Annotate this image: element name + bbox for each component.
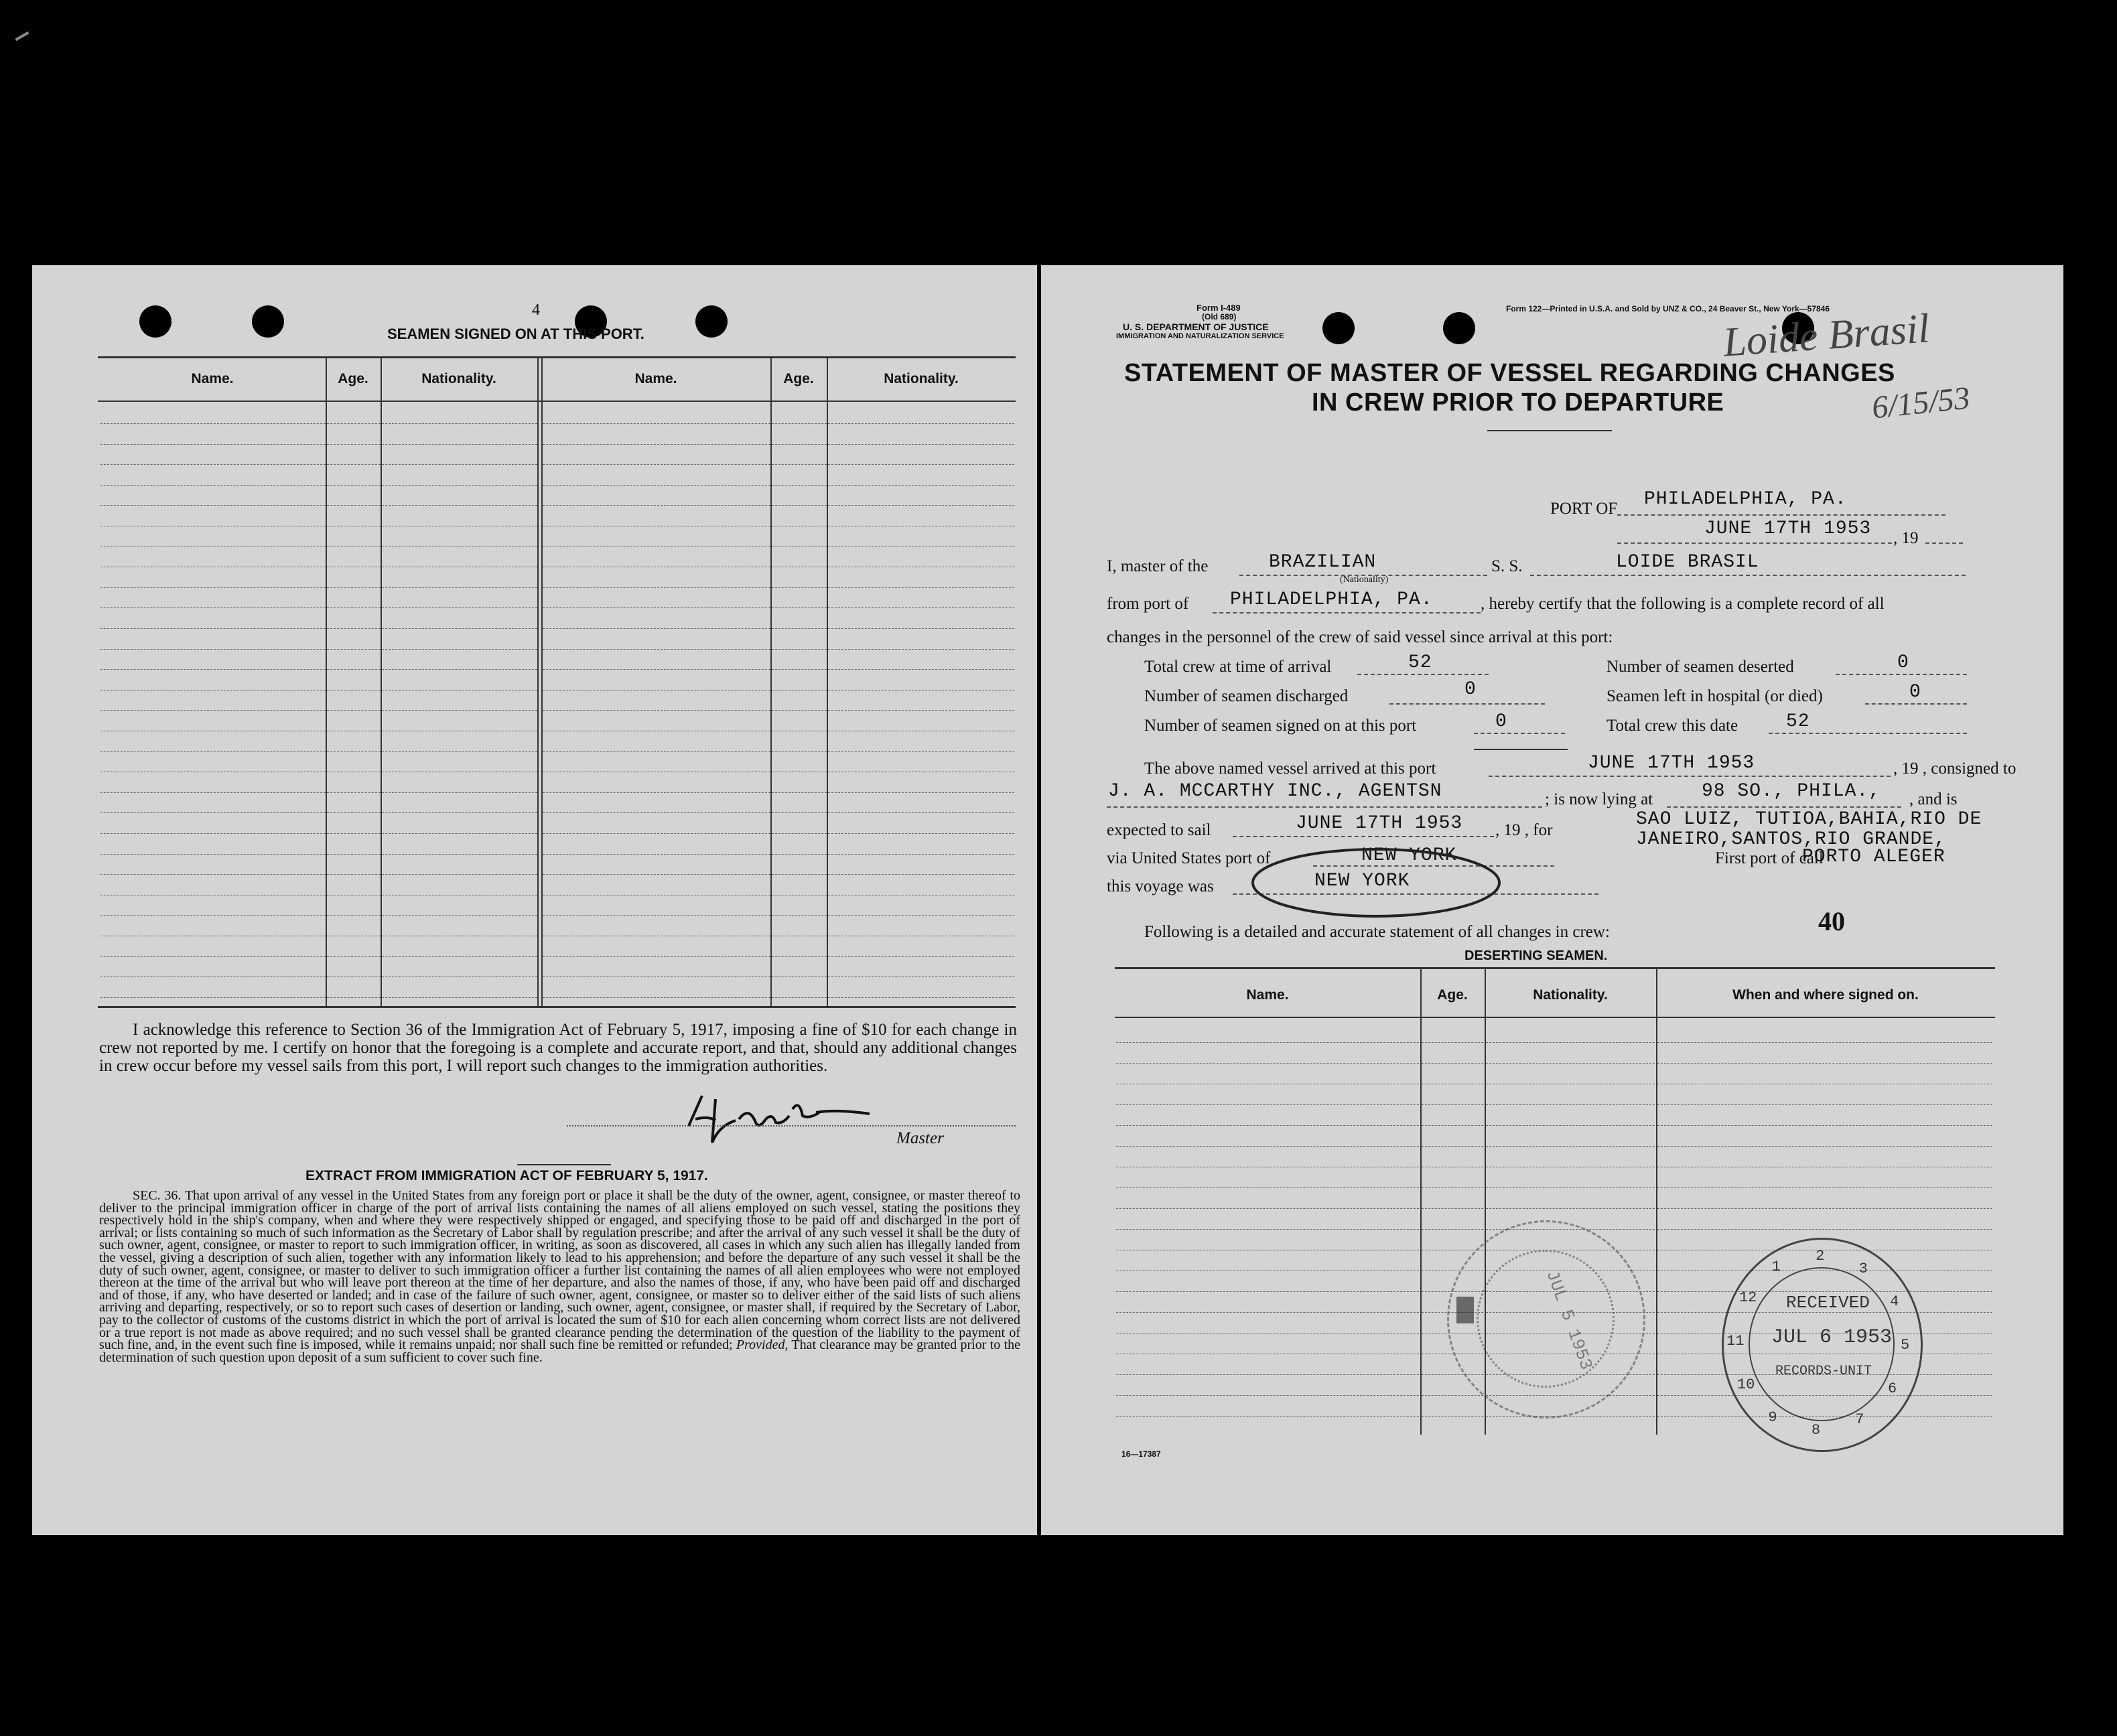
signature-line: [567, 1125, 1016, 1127]
row-rule: [1422, 1146, 1483, 1147]
row-rule: [543, 915, 770, 916]
signed-on-value: 0: [1495, 711, 1507, 732]
row-rule: [100, 976, 326, 977]
column-header: Nationality.: [1533, 987, 1608, 1003]
row-rule: [828, 874, 1014, 875]
row-rule: [772, 690, 827, 691]
column-header: Age.: [338, 371, 368, 386]
row-rule: [100, 690, 326, 691]
row-rule: [1422, 1208, 1483, 1209]
discharged-value: 0: [1464, 679, 1477, 700]
acknowledgement-text: I acknowledge this reference to Section 36 of the Immigration Act of February 5, 1917, imposing a fine of $10 for each change in crew not reported by me. I certify on honor that the foregoing is a complete and accurate report, and that, should any additional changes in crew occur before my vessel sails from this port, I will report such changes to the immigration authorities.: [99, 1021, 1017, 1075]
stamp-ring-digit: 7: [1855, 1411, 1864, 1429]
row-rule: [1657, 1125, 1992, 1126]
divider: [517, 1164, 611, 1165]
from-port-label: from port of: [1107, 595, 1189, 613]
row-rule: [1116, 1395, 1419, 1396]
row-rule: [100, 710, 326, 711]
row-rule: [100, 423, 326, 424]
stamp-ring-digit: 3: [1858, 1260, 1868, 1277]
vessel-line: [1530, 575, 1966, 576]
row-rule: [1657, 1146, 1992, 1147]
row-rule: [1486, 1104, 1655, 1105]
consigned-label: , 19 , consigned to: [1893, 760, 2017, 778]
punch-hole: [1443, 312, 1475, 344]
row-rule: [1657, 1042, 1992, 1043]
row-rule: [327, 997, 381, 998]
row-rule: [327, 915, 381, 916]
row-rule: [772, 587, 827, 588]
row-rule: [382, 751, 537, 752]
form-old: (Old 689): [1202, 312, 1237, 321]
expected-value: JUNE 17TH 1953: [1296, 813, 1463, 834]
row-rule: [1486, 1187, 1655, 1188]
row-rule: [327, 444, 381, 445]
row-rule: [1116, 1187, 1419, 1188]
stamp-ring-digit: 9: [1768, 1409, 1777, 1427]
row-rule: [1486, 1063, 1655, 1064]
row-rule: [327, 423, 381, 424]
row-rule: [327, 833, 381, 834]
lying-value: 98 SO., PHILA.,: [1702, 781, 1881, 802]
row-rule: [828, 833, 1014, 834]
row-rule: [100, 751, 326, 752]
row-rule: [828, 976, 1014, 977]
scan-speck: [15, 31, 29, 41]
row-rule: [1116, 1146, 1419, 1147]
row-rule: [828, 812, 1014, 813]
footer-code: 16—17387: [1121, 1449, 1161, 1459]
column-header: When and where signed on.: [1732, 987, 1919, 1003]
row-rule: [327, 751, 381, 752]
row-rule: [828, 997, 1014, 998]
row-rule: [828, 464, 1014, 465]
row-rule: [1422, 1125, 1483, 1126]
row-rule: [828, 690, 1014, 691]
section-title: SEAMEN SIGNED ON AT THIS PORT.: [387, 326, 644, 342]
row-rule: [1657, 1187, 1992, 1188]
right-page: [1041, 265, 2063, 1535]
stamp-ring-digit: 6: [1888, 1380, 1897, 1397]
row-rule: [382, 976, 537, 977]
handdrawn-oval: [1249, 847, 1503, 922]
row-rule: [543, 669, 770, 670]
row-rule: [543, 444, 770, 445]
signed-on-line: [1474, 733, 1565, 734]
row-rule: [100, 669, 326, 670]
expected-label: expected to sail: [1107, 821, 1211, 839]
row-rule: [1116, 1063, 1419, 1064]
row-rule: [100, 587, 326, 588]
total-crew-arrival-label: Total crew at time of arrival: [1144, 658, 1332, 676]
row-rule: [772, 464, 827, 465]
deserting-title: DESERTING SEAMEN.: [1464, 948, 1608, 963]
row-rule: [100, 812, 326, 813]
row-rule: [828, 505, 1014, 506]
row-rule: [1116, 1291, 1419, 1292]
port-of-line: [1617, 514, 1945, 516]
row-rule: [382, 464, 537, 465]
row-rule: [327, 976, 381, 977]
column-header: Age.: [1437, 987, 1468, 1003]
row-rule: [1116, 1042, 1419, 1043]
row-rule: [543, 587, 770, 588]
row-rule: [100, 833, 326, 834]
ss-label: S. S.: [1491, 557, 1523, 575]
row-rule: [382, 792, 537, 793]
row-rule: [772, 628, 827, 629]
stats-rule: [1474, 749, 1568, 750]
row-rule: [100, 997, 326, 998]
row-rule: [327, 485, 381, 486]
destinations-line1: SAO LUIZ, TUTIOA,BAHIA,RIO DE: [1636, 809, 1982, 830]
nationality-label: (Nationality): [1340, 575, 1389, 585]
row-rule: [1422, 1063, 1483, 1064]
stamp-ring-digit: 4: [1890, 1293, 1899, 1310]
stamp-ring-digit: 11: [1726, 1332, 1745, 1350]
row-rule: [772, 956, 827, 957]
row-rule: [828, 444, 1014, 445]
department: U. S. DEPARTMENT OF JUSTICE: [1123, 321, 1269, 332]
row-rule: [382, 587, 537, 588]
deserted-label: Number of seamen deserted: [1607, 658, 1794, 676]
hospital-line: [1865, 703, 1967, 705]
handwritten-date: 6/15/53: [1870, 380, 1972, 426]
column-header: Nationality.: [421, 371, 496, 386]
from-port-line: [1213, 612, 1481, 613]
row-rule: [543, 649, 770, 650]
row-rule: [772, 874, 827, 875]
row-rule: [772, 649, 827, 650]
column-header: Name.: [1246, 987, 1289, 1003]
port-of-label: PORT OF: [1550, 500, 1618, 518]
extract-tail: That clearance may be granted prior to the determination of such question upon deposit of a sum sufficient to cover such fine.: [99, 1337, 1020, 1365]
row-rule: [382, 607, 537, 608]
row-rule: [100, 956, 326, 957]
row-rule: [543, 485, 770, 486]
stamp-received: RECEIVED: [1786, 1293, 1870, 1313]
row-rule: [828, 751, 1014, 752]
row-rule: [382, 854, 537, 855]
row-rule: [327, 587, 381, 588]
row-rule: [772, 997, 827, 998]
row-rule: [100, 649, 326, 650]
row-rule: [772, 915, 827, 916]
certify-text: , hereby certify that the following is a complete record of all: [1481, 595, 1885, 613]
stamp-ring-digit: 10: [1736, 1376, 1755, 1394]
row-rule: [543, 505, 770, 506]
row-rule: [1657, 1104, 1992, 1105]
voyage-label: this voyage was: [1107, 877, 1214, 895]
column-header: Nationality.: [884, 371, 959, 386]
title-rule: [1487, 430, 1612, 431]
row-rule: [100, 874, 326, 875]
row-rule: [327, 710, 381, 711]
row-rule: [772, 710, 827, 711]
handwritten-number: 40: [1818, 906, 1845, 936]
deserted-line: [1836, 674, 1967, 675]
row-rule: [327, 628, 381, 629]
row-rule: [327, 505, 381, 506]
row-rule: [543, 956, 770, 957]
stamp-ring-digit: 2: [1816, 1248, 1825, 1265]
master-label: Master: [896, 1129, 944, 1147]
printer-note: Form 122—Printed in U.S.A. and Sold by UNZ & CO., 24 Beaver St., New York—57846: [1506, 304, 1830, 313]
row-rule: [828, 423, 1014, 424]
row-rule: [1116, 1104, 1419, 1105]
row-rule: [382, 997, 537, 998]
form-title-line2: IN CREW PRIOR TO DEPARTURE: [1312, 388, 1724, 417]
handwritten-vessel: Loide Brasil: [1721, 305, 1931, 366]
row-rule: [1422, 1104, 1483, 1105]
row-rule: [327, 792, 381, 793]
row-rule: [382, 690, 537, 691]
row-rule: [543, 710, 770, 711]
row-rule: [543, 997, 770, 998]
date-line: [1617, 542, 1892, 544]
row-rule: [382, 628, 537, 629]
total-crew-date-value: 52: [1786, 711, 1810, 732]
row-rule: [1422, 1187, 1483, 1188]
row-rule: [100, 607, 326, 608]
row-rule: [772, 792, 827, 793]
row-rule: [100, 628, 326, 629]
column-header: Name.: [191, 371, 234, 386]
row-rule: [543, 792, 770, 793]
destinations-line2: JANEIRO,SANTOS,RIO GRANDE,: [1636, 829, 1946, 850]
total-crew-date-line: [1769, 733, 1967, 734]
master-signature: [675, 1079, 876, 1153]
row-rule: [382, 649, 537, 650]
row-rule: [327, 669, 381, 670]
row-rule: [1116, 1229, 1419, 1230]
lying-label: ; is now lying at: [1545, 790, 1653, 808]
row-rule: [828, 649, 1014, 650]
page-number: 4: [532, 301, 540, 319]
row-rule: [382, 485, 537, 486]
form-id: Form I-489: [1197, 303, 1241, 313]
row-rule: [772, 423, 827, 424]
lying-line: [1667, 806, 1901, 808]
signed-on-label: Number of seamen signed on at this port: [1144, 717, 1417, 735]
faint-stamp: [1443, 1216, 1651, 1431]
nationality-value: BRAZILIAN: [1269, 552, 1377, 573]
year-line: [1925, 542, 1963, 544]
extract-body: That upon arrival of any vessel in the United States from any foreign port or place it shall be the duty of the owner, agent, consignee, or master thereof to deliver to the principal immigration officer in charge of the port of arrival lists containing the names of all aliens employed on such vessel, stating the positions they respectively hold in the ship's company, when and where they were respectively shipped or engaged, and specifying those to be paid off and discharged in the port of arrival; or lists containing so much of such information as the Secretary of Labor shall by regulation prescribe; and after the arrival of any such vessel it shall be the duty of such owner, agent, consignee, or master to report to such immigration officer, in writing, as soon as discovered, all cases in which any such alien has illegally landed from the vessel, giving a description of such alien, together with any information likely to lead to his apprehension; and before the departure of any such vessel it shall be the duty of such owner, agent, consignee, or master to deliver to such immigration officer a further list containing the names of all alien employees who were not employed thereon at the time of the arrival but who will leave port thereon at the time of her departure, and also the names of those, if any, who have been paid off and discharged and of those, if any, who have deserted or landed; and in case of the failure of such owner, agent, consignee, or master so to deliver either of the said lists of such aliens arriving and departing, respectively, or so to report such cases of desertion or landing, such owner, agent, consignee, or master shall, if required by the Secretary of Labor, pay to the collector of customs of the customs district in which the port of arrival is located the sum of $10 for each alien concerning whom correct lists are not delivered or a true report is not made as above required; and no such vessel shall be granted clearance pending the determination of the question of the liability to the payment of such fine, and, in the event such fine is imposed, while it remains unpaid; nor shall such fine be remitted or refunded;: [99, 1188, 1020, 1353]
row-rule: [100, 915, 326, 916]
row-rule: [828, 628, 1014, 629]
row-rule: [772, 485, 827, 486]
row-rule: [327, 812, 381, 813]
row-rule: [828, 485, 1014, 486]
row-rule: [382, 874, 537, 875]
hospital-value: 0: [1909, 682, 1921, 703]
row-rule: [543, 833, 770, 834]
row-rule: [100, 854, 326, 855]
row-rule: [1116, 1125, 1419, 1126]
consignee-value: J. A. MCCARTHY INC., AGENTSN: [1108, 781, 1442, 802]
stamp-unit: RECORDS-UNIT: [1775, 1364, 1872, 1379]
row-rule: [772, 444, 827, 445]
row-rule: [1657, 1208, 1992, 1209]
date-value: JUNE 17TH 1953: [1704, 518, 1872, 539]
for-label: , 19 , for: [1495, 821, 1553, 839]
punch-hole: [252, 305, 284, 338]
total-crew-arrival-value: 52: [1408, 652, 1432, 673]
row-rule: [382, 669, 537, 670]
total-crew-arrival-line: [1357, 674, 1489, 675]
row-rule: [327, 607, 381, 608]
row-rule: [382, 710, 537, 711]
row-rule: [100, 505, 326, 506]
extract-lead: SEC. 36.: [133, 1188, 182, 1203]
received-stamp: [1719, 1238, 1927, 1452]
row-rule: [1486, 1125, 1655, 1126]
first-port-label: First port of call: [1715, 849, 1824, 867]
arrived-line: [1489, 776, 1891, 777]
row-rule: [327, 464, 381, 465]
discharged-label: Number of seamen discharged: [1144, 687, 1349, 705]
row-rule: [772, 669, 827, 670]
column-header: Age.: [783, 371, 814, 386]
row-rule: [100, 444, 326, 445]
changes-text: changes in the personnel of the crew of said vessel since arrival at this port:: [1107, 628, 1613, 646]
row-rule: [382, 833, 537, 834]
row-rule: [828, 710, 1014, 711]
row-rule: [543, 751, 770, 752]
row-rule: [100, 485, 326, 486]
form-title-line1: STATEMENT OF MASTER OF VESSEL REGARDING CHANGES: [1124, 359, 1895, 387]
row-rule: [828, 915, 1014, 916]
row-rule: [1657, 1229, 1992, 1230]
stamp-ring-digit: 8: [1811, 1421, 1821, 1439]
column-header: Name.: [634, 371, 677, 386]
row-rule: [1116, 1208, 1419, 1209]
row-rule: [828, 669, 1014, 670]
stamp-ring-digit: 12: [1738, 1289, 1757, 1307]
row-rule: [327, 874, 381, 875]
stamp-date: JUL 6 1953: [1771, 1326, 1893, 1349]
row-rule: [1486, 1042, 1655, 1043]
extract-text: [99, 1189, 1020, 1364]
row-rule: [543, 607, 770, 608]
row-rule: [543, 423, 770, 424]
row-rule: [772, 854, 827, 855]
and-is-label: , and is: [1909, 790, 1958, 808]
punch-hole: [695, 305, 728, 338]
row-rule: [382, 444, 537, 445]
row-rule: [543, 874, 770, 875]
punch-hole: [139, 305, 172, 338]
year-suffix: , 19: [1893, 529, 1919, 547]
service: IMMIGRATION AND NATURALIZATION SERVICE: [1116, 332, 1284, 340]
row-rule: [1116, 1416, 1419, 1417]
discharged-line: [1389, 703, 1545, 705]
row-rule: [828, 854, 1014, 855]
stamp-ring-digit: 1: [1771, 1258, 1781, 1275]
via-label: via United States port of: [1107, 849, 1271, 867]
extract-title: EXTRACT FROM IMMIGRATION ACT OF FEBRUARY 5, 1917.: [305, 1168, 708, 1183]
deserted-value: 0: [1897, 652, 1909, 673]
stamp-ring-digit: 5: [1900, 1337, 1910, 1354]
arrived-label: The above named vessel arrived at this port: [1144, 760, 1436, 778]
row-rule: [543, 464, 770, 465]
row-rule: [327, 690, 381, 691]
arrived-value: JUNE 17TH 1953: [1588, 753, 1755, 774]
first-port-value: PORTO ALEGER: [1802, 847, 1945, 867]
port-of-value: PHILADELPHIA, PA.: [1644, 489, 1847, 510]
row-rule: [772, 812, 827, 813]
expected-line: [1233, 836, 1494, 837]
row-rule: [772, 505, 827, 506]
vessel-name: LOIDE BRASIL: [1616, 552, 1759, 573]
punch-hole: [1322, 312, 1355, 344]
row-rule: [382, 423, 537, 424]
row-rule: [1486, 1208, 1655, 1209]
row-rule: [382, 505, 537, 506]
row-rule: [543, 690, 770, 691]
from-port-value: PHILADELPHIA, PA.: [1230, 589, 1433, 610]
row-rule: [772, 751, 827, 752]
via-value: NEW YORK: [1361, 845, 1457, 866]
row-rule: [327, 854, 381, 855]
row-rule: [1486, 1146, 1655, 1147]
row-rule: [828, 607, 1014, 608]
row-rule: [100, 464, 326, 465]
row-rule: [828, 792, 1014, 793]
row-rule: [828, 587, 1014, 588]
row-rule: [1422, 1042, 1483, 1043]
row-rule: [1657, 1063, 1992, 1064]
master-of-label: I, master of the: [1107, 557, 1209, 575]
row-rule: [828, 956, 1014, 957]
row-rule: [772, 976, 827, 977]
row-rule: [382, 812, 537, 813]
hospital-label: Seamen left in hospital (or died): [1607, 687, 1823, 705]
row-rule: [543, 854, 770, 855]
row-rule: [543, 812, 770, 813]
row-rule: [543, 628, 770, 629]
voyage-value: NEW YORK: [1314, 871, 1410, 891]
row-rule: [382, 956, 537, 957]
following-text: Following is a detailed and accurate statement of all changes in crew:: [1144, 923, 1610, 941]
row-rule: [1116, 1312, 1419, 1313]
extract-provided: Provided,: [736, 1337, 789, 1353]
row-rule: [543, 976, 770, 977]
total-crew-date-label: Total crew this date: [1607, 717, 1738, 735]
row-rule: [772, 607, 827, 608]
row-rule: [382, 915, 537, 916]
row-rule: [772, 833, 827, 834]
row-rule: [100, 792, 326, 793]
row-rule: [327, 649, 381, 650]
consignee-line: [1107, 806, 1542, 808]
row-rule: [1116, 1374, 1419, 1375]
row-rule: [327, 956, 381, 957]
faint-stamp-date: JUL 5 1953: [1542, 1267, 1596, 1373]
left-page: [32, 265, 1037, 1535]
